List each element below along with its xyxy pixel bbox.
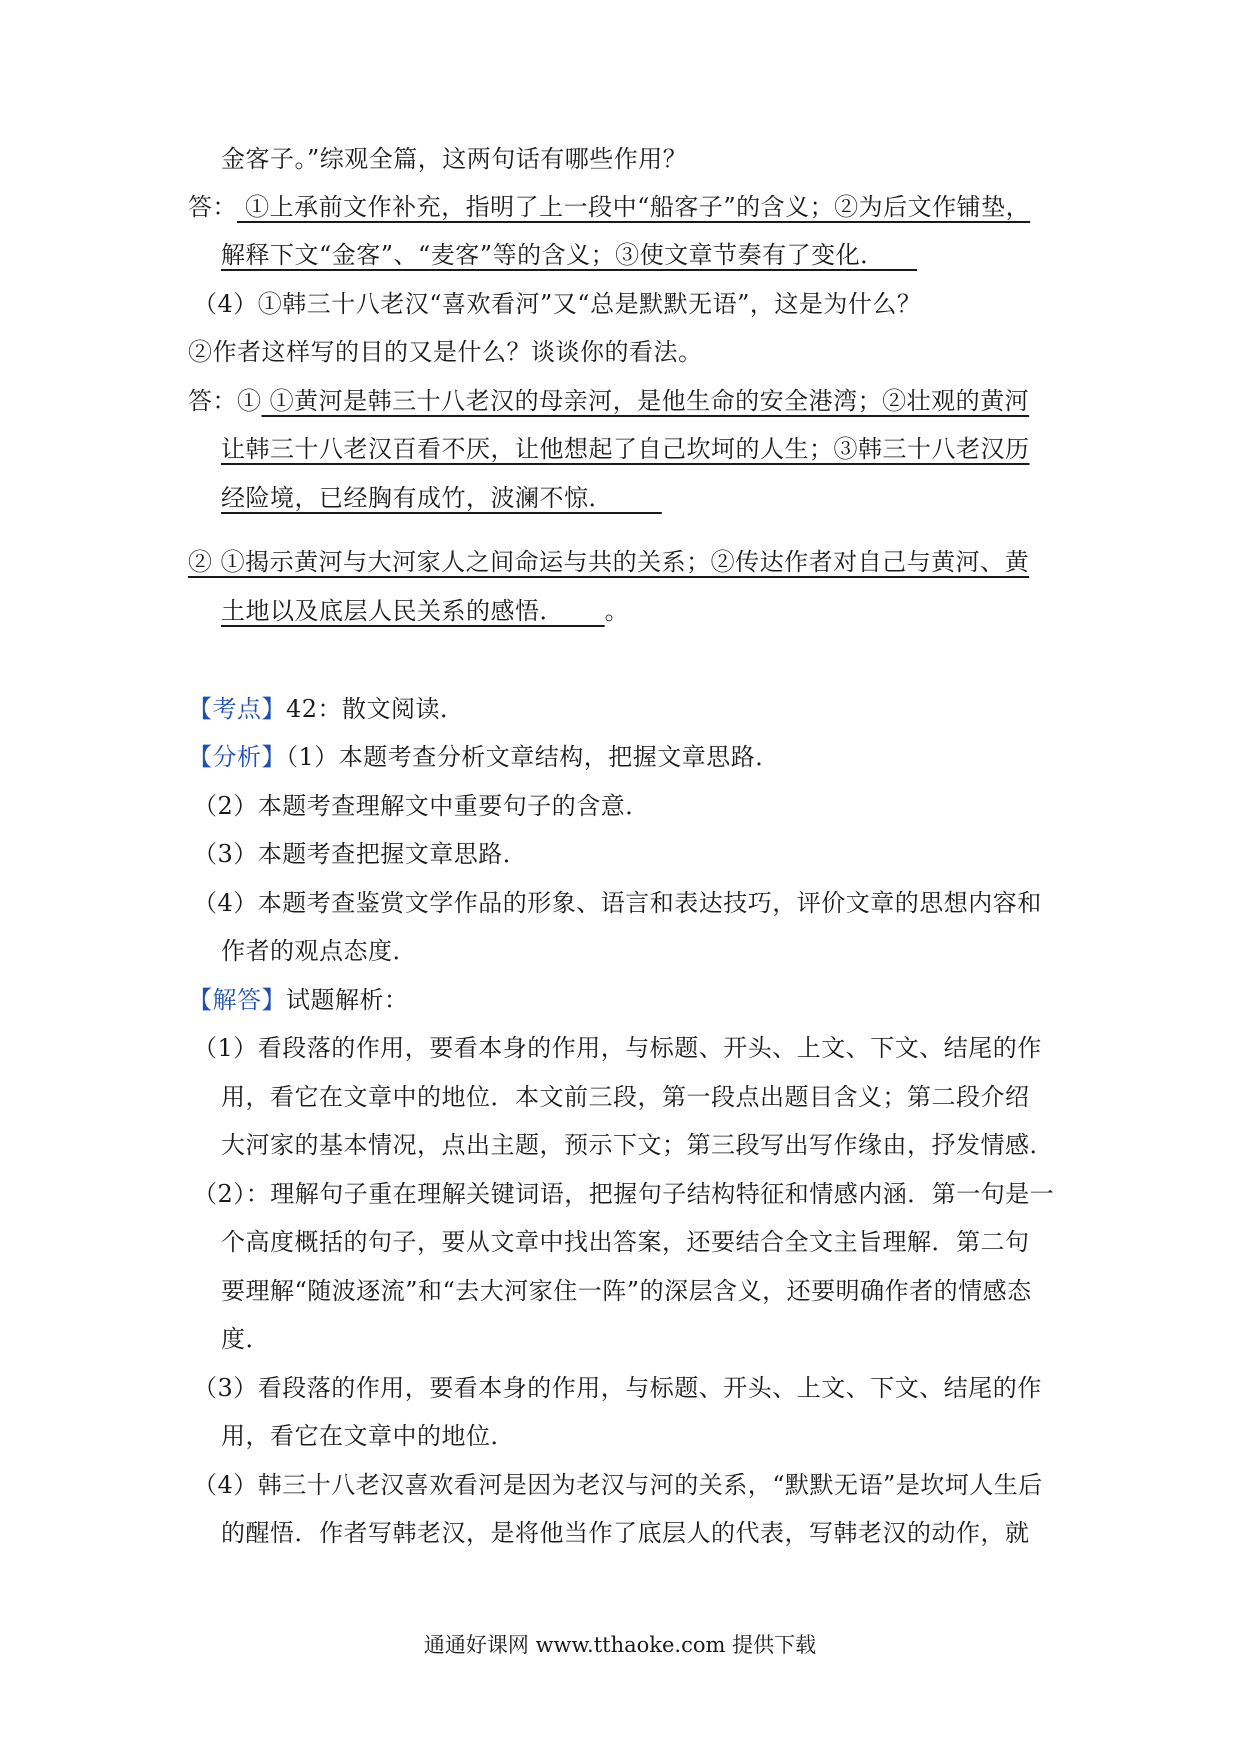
text: （2）本题考查理解文中重要句子的含意．	[193, 792, 650, 820]
fenxi-item-3	[193, 837, 527, 871]
answer-4-1-line-2	[221, 432, 1030, 466]
answer-4-2-line-1	[188, 545, 1029, 579]
fenxi-item-2	[193, 789, 650, 823]
jieda-1-line-1	[193, 1031, 1042, 1065]
answer-text: 解释下文“金客”、“麦客”等的含义；③使文章节奏有了变化．	[221, 241, 885, 269]
jieda-2-line-3	[221, 1274, 1032, 1308]
question-4-line-1	[193, 287, 921, 321]
jieda-4-line-2	[221, 1516, 1030, 1550]
kaodian-tag: 【考点】	[188, 695, 286, 723]
answer-label: ②	[188, 548, 213, 576]
jieda-line	[188, 983, 409, 1017]
text: 的醒悟．作者写韩老汉，是将他当作了底层人的代表，写韩老汉的动作，就	[221, 1519, 1030, 1547]
jieda-2-line-1	[193, 1177, 1054, 1211]
text: （3）看段落的作用，要看本身的作用，与标题、开头、上文、下文、结尾的作	[193, 1374, 1042, 1402]
answer-4-2-line-2	[221, 594, 629, 628]
answer-text: ①上承前文作补充，指明了上一段中“船客子”的含义；②为后文作铺垫，	[237, 193, 1031, 221]
jieda-3-line-2	[221, 1419, 515, 1453]
kaodian-line	[188, 692, 465, 726]
text: 个高度概括的句子，要从文章中找出答案，还要结合全文主旨理解．第二句	[221, 1228, 1030, 1256]
text: （4）本题考查鉴赏文学作品的形象、语言和表达技巧，评价文章的思想内容和	[193, 889, 1042, 917]
answer-label: 答：	[188, 193, 237, 221]
answer-end: 。	[604, 597, 630, 625]
kaodian-text: 42：散文阅读．	[286, 695, 465, 723]
jieda-1-line-3	[221, 1128, 1054, 1162]
jieda-4-line-1	[193, 1468, 1043, 1502]
answer-text: ①揭示黄河与大河家人之间命运与共的关系；②传达作者对自己与黄河、黄	[212, 548, 1030, 576]
fenxi-tag: 【分析】	[188, 743, 286, 771]
jieda-1-line-2	[221, 1080, 1030, 1114]
text: 要理解“随波逐流”和“去大河家住一阵”的深层含义，还要明确作者的情感态	[221, 1277, 1032, 1305]
answer-label: 答：①	[188, 387, 262, 415]
answer-4-1-line-3	[221, 481, 662, 515]
jieda-tag: 【解答】	[188, 986, 286, 1014]
question-3-tail	[221, 142, 687, 176]
fenxi-item-4-line-2	[221, 934, 417, 968]
text: 作者的观点态度．	[221, 937, 417, 965]
text: （4）韩三十八老汉喜欢看河是因为老汉与河的关系，“默默无语”是坎坷人生后	[193, 1471, 1043, 1499]
text: （4）①韩三十八老汉“喜欢看河”又“总是默默无语”，这是为什么？	[193, 290, 922, 318]
jieda-text: 试题解析：	[286, 986, 409, 1014]
answer-text: 让韩三十八老汉百看不厌，让他想起了自己坎坷的人生；③韩三十八老汉历	[221, 435, 1030, 463]
jieda-3-line-1	[193, 1371, 1042, 1405]
text: 金客子。”综观全篇，这两句话有哪些作用？	[221, 145, 688, 173]
text: （1）看段落的作用，要看本身的作用，与标题、开头、上文、下文、结尾的作	[193, 1034, 1042, 1062]
text: 用，看它在文章中的地位．本文前三段，第一段点出题目含义；第二段介绍	[221, 1083, 1030, 1111]
text: 大河家的基本情况，点出主题，预示下文；第三段写出写作缘由，抒发情感．	[221, 1131, 1054, 1159]
answer-text: 经险境，已经胸有成竹，波澜不惊．	[221, 484, 613, 512]
text: 用，看它在文章中的地位．	[221, 1422, 515, 1450]
fenxi-line	[188, 740, 780, 774]
answer-text: 土地以及底层人民关系的感悟．	[221, 597, 564, 625]
text: 度．	[221, 1325, 270, 1353]
answer-text: ①黄河是韩三十八老汉的母亲河，是他生命的安全港湾；②壮观的黄河	[261, 387, 1030, 415]
jieda-2-line-2	[221, 1225, 1030, 1259]
answer-3-line-1	[188, 190, 1030, 224]
answer-3-line-2	[221, 238, 917, 272]
answer-4-1-line-1	[188, 384, 1029, 418]
fenxi-text: （1）本题考查分析文章结构，把握文章思路．	[286, 743, 780, 771]
page-footer: 通通好课网 www.tthaoke.com 提供下载	[423, 1633, 817, 1657]
fenxi-item-4-line-1	[193, 886, 1042, 920]
text: ②作者这样写的目的又是什么？谈谈你的看法。	[188, 338, 703, 366]
text: （3）本题考查把握文章思路．	[193, 840, 528, 868]
question-4-line-2	[188, 335, 703, 369]
jieda-2-line-4	[221, 1322, 270, 1356]
text: （2）：理解句子重在理解关键词语，把握句子结构特征和情感内涵．第一句是一	[193, 1180, 1055, 1208]
